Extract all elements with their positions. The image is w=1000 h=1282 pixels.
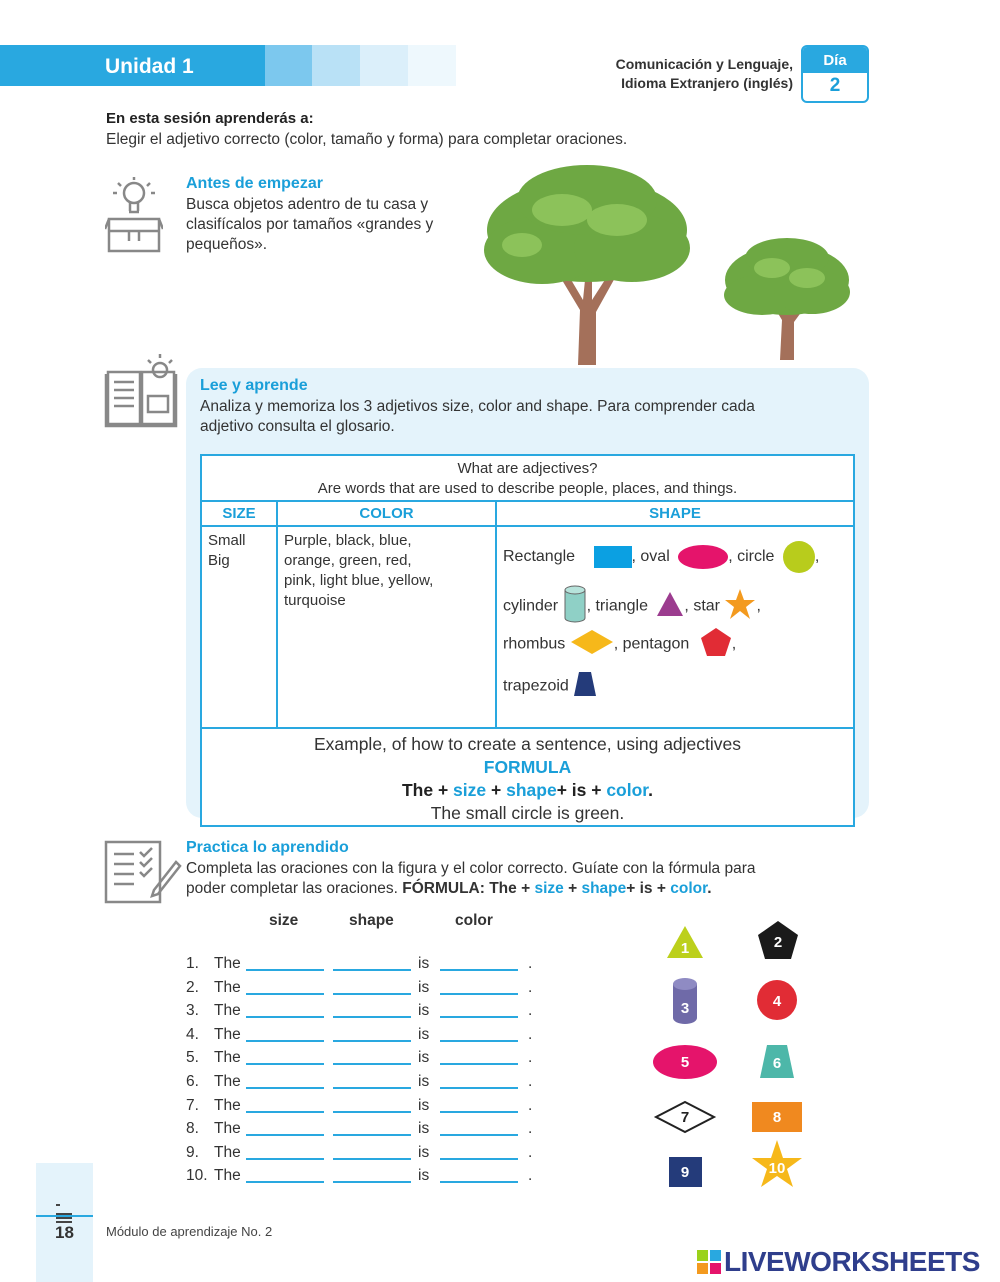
star-shape [724,588,756,625]
row-the: The [214,1120,241,1138]
header-size: SIZE [201,501,277,526]
svg-text:10: 10 [768,1160,786,1177]
row-number: 5. [186,1049,199,1067]
color-cell: Purple, black, blue, orange, green, red, pink, light blue, yellow, turquoise [277,526,496,728]
book-icon [104,352,180,433]
learn-text: Analiza y memoriza los 3 adjetivos size, color and shape. Para comprender cada adjetivo consulta el glosario. [200,398,755,435]
row-the: The [214,1167,241,1185]
row-the: The [214,1073,241,1090]
row-is: is [418,978,430,996]
row-period: . [528,978,533,996]
shape-blank[interactable] [333,1158,411,1160]
row-number: 1. [186,955,199,972]
session-objective: Elegir el adjetivo correcto (color, tamaño y forma) para completar oraciones. [106,131,628,148]
row-period: . [528,1143,533,1161]
figure-4-circle [757,980,797,1020]
size-blank[interactable] [246,1040,324,1042]
row-number: 3. [186,1002,199,1020]
header-shape: SHAPE [496,501,854,526]
size-blank[interactable] [246,1087,324,1089]
row-number: 9. [186,1143,199,1161]
svg-text:5: 5 [680,1054,690,1071]
example-cell: Example, of how to create a sentence, using adjectives FORMULA The + size + shape+ is + color. The small circle is green. [201,728,854,826]
formula-line: The + size + shape+ is + color. [401,780,654,800]
learn-title: Lee y aprende [200,377,308,394]
row-period: . [528,1025,533,1043]
row-period: . [528,1096,533,1114]
figure-6-trapezoid [760,1045,794,1078]
logo-icon [697,1250,721,1274]
unit-title: Unidad 1 [105,55,194,78]
row-is: is [418,1073,430,1090]
shape-blank[interactable] [333,1111,411,1113]
row-number: 4. [186,1025,199,1043]
unit-banner [0,45,265,86]
color-blank[interactable] [440,1181,518,1183]
color-blank[interactable] [440,1111,518,1113]
row-period: . [528,1002,533,1020]
day-calendar-badge [801,45,869,103]
shape-line-1: Rectangle , oval , circle , [503,541,819,573]
figure-3-cylinder [673,978,697,1024]
size-blank[interactable] [246,993,324,995]
svg-text:1: 1 [680,940,690,957]
shape-blank[interactable] [333,1134,411,1136]
banner-fade [408,45,456,86]
size-cell: Small Big [201,526,277,728]
svg-text:3: 3 [680,1000,690,1017]
row-period: . [528,955,533,972]
calendar-ring [835,45,839,51]
row-is: is [418,1002,430,1020]
column-size: size [269,912,299,929]
row-is: is [418,1167,430,1185]
adjectives-table [200,454,855,827]
page-tab [36,1163,93,1282]
shape-cell [496,526,854,728]
row-is: is [418,955,430,972]
oval-shape [678,545,728,569]
row-number: 10. [186,1167,208,1185]
svg-text:8: 8 [772,1109,782,1126]
figure-7-rhombus [656,1102,714,1132]
color-blank[interactable] [440,1087,518,1089]
shape-blank[interactable] [333,993,411,995]
banner-fade [360,45,408,86]
shape-blank[interactable] [333,1063,411,1065]
session-heading: En esta sesión aprenderás a: [106,110,314,127]
banner-fade [265,45,312,86]
shape-line-2: cylinder , triangle , star , [503,585,761,628]
row-period: . [528,1049,533,1067]
svg-text:2: 2 [773,934,783,951]
day-number: 2 [829,75,841,96]
figure-5-oval [653,1045,717,1079]
figure-8-rectangle [752,1102,802,1132]
menu-icon [56,1195,72,1223]
column-shape: shape [349,912,394,929]
shape-blank[interactable] [333,1040,411,1042]
row-period: . [528,1073,533,1090]
shape-line-3: rhombus , pentagon , [503,627,736,662]
color-blank[interactable] [440,1158,518,1160]
row-the: The [214,978,241,996]
svg-text:4: 4 [772,993,782,1010]
size-blank[interactable] [246,1181,324,1183]
svg-text:6: 6 [772,1055,782,1072]
color-blank[interactable] [440,1016,518,1018]
brand-text: LIVEWORKSHEETS [724,1246,980,1277]
row-number: 7. [186,1096,199,1114]
size-blank[interactable] [246,1111,324,1113]
row-the: The [214,955,241,972]
row-is: is [418,1025,430,1043]
shape-line-4: trapezoid [503,671,597,702]
rhombus-shape [570,629,614,660]
tree-illustration [482,160,862,370]
size-blank[interactable] [246,969,324,971]
before-text: Busca objetos adentro de tu casa y clasifícalos por tamaños «grandes y pequeños». [186,196,434,253]
size-blank[interactable] [246,1016,324,1018]
practice-text: Completa las oraciones con la figura y el color correcto. Guíate con la fórmula para poder completar las oraciones. FÓRMULA: The + size + shape+ is + color. [186,860,756,897]
figure-10-star [752,1140,802,1187]
header-color: COLOR [277,501,496,526]
svg-text:7: 7 [680,1109,690,1126]
row-period: . [528,1120,533,1138]
size-blank[interactable] [246,1134,324,1136]
practice-title: Practica lo aprendido [186,839,349,856]
size-blank[interactable] [246,1063,324,1065]
calendar-ring [855,45,859,51]
page-number: 18 [55,1223,74,1242]
svg-text:9: 9 [680,1164,690,1181]
figure-2-pentagon [758,921,798,959]
triangle-shape [656,591,684,622]
figure-1-triangle [667,926,703,958]
row-is: is [418,1096,430,1114]
shape-blank[interactable] [333,969,411,971]
color-blank[interactable] [440,1040,518,1042]
module-label: Módulo de aprendizaje No. 2 [106,1224,273,1239]
size-blank[interactable] [246,1158,324,1160]
row-period: . [528,1167,533,1185]
before-title: Antes de empezar [186,175,323,192]
rectangle-shape [594,546,632,568]
banner-fade [312,45,360,86]
pentagon-shape [700,627,732,662]
calendar-ring [815,45,819,51]
row-number: 6. [186,1073,199,1090]
color-blank[interactable] [440,969,518,971]
checklist-icon [104,840,182,909]
row-the: The [214,1002,241,1020]
row-is: is [418,1120,430,1138]
figure-9-square [669,1157,702,1187]
lightbulb-box-icon [105,175,163,260]
row-is: is [418,1143,430,1161]
column-color: color [455,912,493,929]
shape-blank[interactable] [333,1181,411,1183]
color-blank[interactable] [440,993,518,995]
row-the: The [214,1096,241,1114]
color-blank[interactable] [440,1134,518,1136]
shape-blank[interactable] [333,1087,411,1089]
day-label: Día [803,47,867,73]
row-the: The [214,1049,241,1067]
row-number: 2. [186,978,199,996]
shape-blank[interactable] [333,1016,411,1018]
row-number: 8. [186,1120,199,1138]
circle-shape [783,541,815,573]
row-is: is [418,1049,430,1067]
row-the: The [214,1025,241,1043]
color-blank[interactable] [440,1063,518,1065]
cylinder-shape [563,585,587,628]
subject-title: Comunicación y Lenguaje, Idioma Extranjero (inglés) [615,56,793,91]
figure-bank [640,918,840,1198]
trapezoid-shape [573,671,597,702]
table-intro: What are adjectives? Are words that are used to describe people, places, and things. [201,455,854,501]
row-the: The [214,1143,241,1161]
